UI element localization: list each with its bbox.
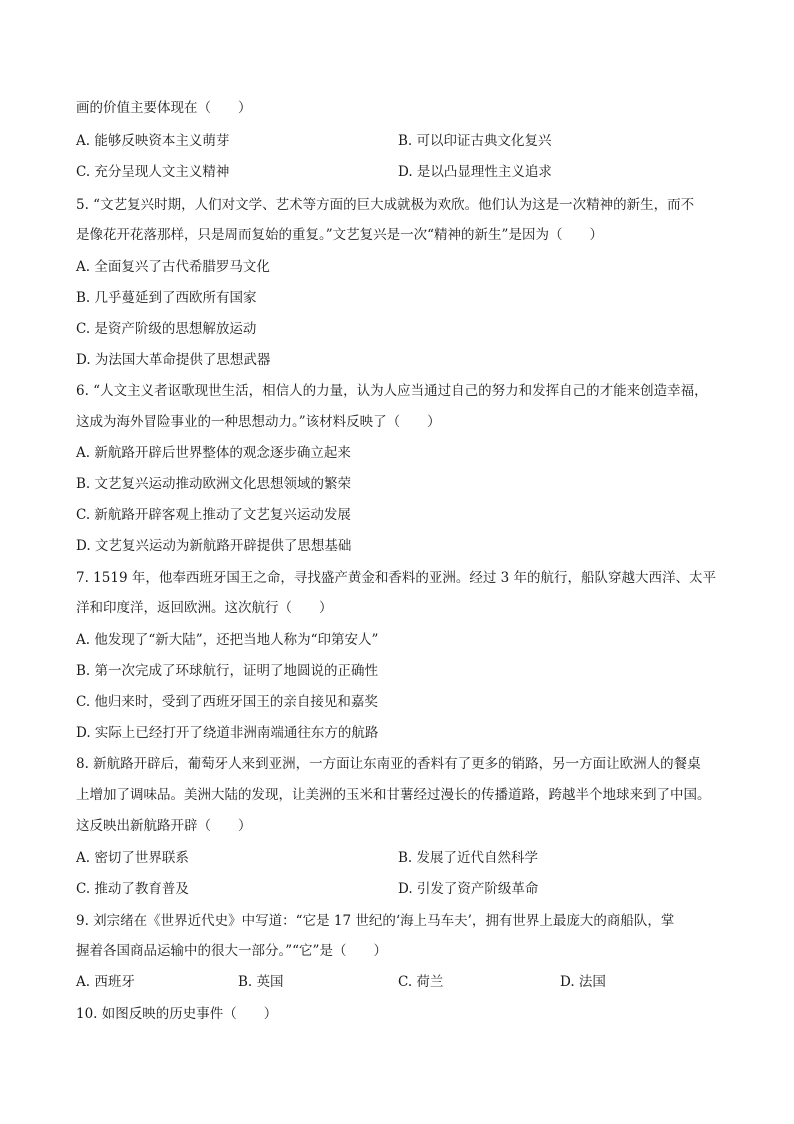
q8-option-d: D. 引发了资产阶级革命 xyxy=(398,881,539,897)
q6-stem-line1: 6. “人文主义者讴歌现世生活，相信人的力量，认为人应当通过自己的努力和发挥自己的才能来创造幸福， xyxy=(76,383,708,399)
q9-option-c: C. 荷兰 xyxy=(398,974,444,990)
q8-stem-line1: 8. 新航路开辟后，葡萄牙人来到亚洲，一方面让东南亚的香料有了更多的销路，另一方面让欧洲人的餐桌 xyxy=(76,756,701,772)
q9-stem-line2: 握着各国商品运输中的很大一部分。”“它”是（ ） xyxy=(76,943,387,959)
q7-option-b: B. 第一次完成了环球航行，证明了地圆说的正确性 xyxy=(76,663,379,679)
q5-stem-line1: 5. “文艺复兴时期，人们对文学、艺术等方面的巨大成就极为欢欣。他们认为这是一次精神的新生，而不 xyxy=(76,197,695,213)
q9-option-b: B. 英国 xyxy=(238,974,284,990)
q7-option-a: A. 他发现了“新大陆”，还把当地人称为“印第安人” xyxy=(76,632,379,648)
q7-option-d: D. 实际上已经打开了绕道非洲南端通往东方的航路 xyxy=(76,725,379,741)
q6-option-c: C. 新航路开辟客观上推动了文艺复兴运动发展 xyxy=(76,507,351,523)
q8-option-a: A. 密切了世界联系 xyxy=(76,850,189,866)
q8-stem-line2: 上增加了调味品。美洲大陆的发现，让美洲的玉米和甘薯经过漫长的传播道路，跨越半个地球来到了中国。 xyxy=(76,787,711,803)
q7-stem-line1: 7. 1519 年，他奉西班牙国王之命，寻找盛产黄金和香料的亚洲。经过 3 年的航行，船队穿越大西洋、太平 xyxy=(76,570,716,586)
q10-stem: 10. 如图反映的历史事件（ ） xyxy=(76,1006,278,1022)
q6-option-b: B. 文艺复兴运动推动欧洲文化思想领域的繁荣 xyxy=(76,476,352,492)
q8-stem-line3: 这反映出新航路开辟（ ） xyxy=(76,818,252,834)
q6-option-d: D. 文艺复兴运动为新航路开辟提供了思想基础 xyxy=(76,538,352,554)
q9-option-d: D. 法国 xyxy=(560,974,606,990)
q5-option-c: C. 是资产阶级的思想解放运动 xyxy=(76,321,257,337)
q4-option-a: A. 能够反映资本主义萌芽 xyxy=(76,133,230,149)
q5-option-d: D. 为法国大革命提供了思想武器 xyxy=(76,352,271,368)
q7-stem-line2: 洋和印度洋，返回欧洲。这次航行（ ） xyxy=(76,600,333,616)
q4-stem-tail: 画的价值主要体现在（ ） xyxy=(76,100,252,116)
q7-option-c: C. 他归来时，受到了西班牙国王的亲自接见和嘉奖 xyxy=(76,694,378,710)
q8-option-c: C. 推动了教育普及 xyxy=(76,881,189,897)
q6-option-a: A. 新航路开辟后世界整体的观念逐步确立起来 xyxy=(76,445,351,461)
q5-option-a: A. 全面复兴了古代希腊罗马文化 xyxy=(76,259,270,275)
q5-stem-line2: 是像花开花落那样，只是周而复始的重复。”文艺复兴是一次“精神的新生”是因为（ ） xyxy=(76,227,603,243)
q9-stem-line1: 9. 刘宗绪在《世界近代史》中写道：“它是 17 世纪的‘海上马车夫’，拥有世界上最庞大的商船队，掌 xyxy=(76,913,675,929)
q6-stem-line2: 这成为海外冒险事业的一种思想动力。”该材料反映了（ ） xyxy=(76,414,441,430)
q4-option-c: C. 充分呈现人文主义精神 xyxy=(76,164,230,180)
q8-option-b: B. 发展了近代自然科学 xyxy=(398,850,539,866)
q9-option-a: A. 西班牙 xyxy=(76,974,135,990)
q4-option-b: B. 可以印证古典文化复兴 xyxy=(398,133,552,149)
q4-option-d: D. 是以凸显理性主义追求 xyxy=(398,164,552,180)
q5-option-b: B. 几乎蔓延到了西欧所有国家 xyxy=(76,290,257,306)
